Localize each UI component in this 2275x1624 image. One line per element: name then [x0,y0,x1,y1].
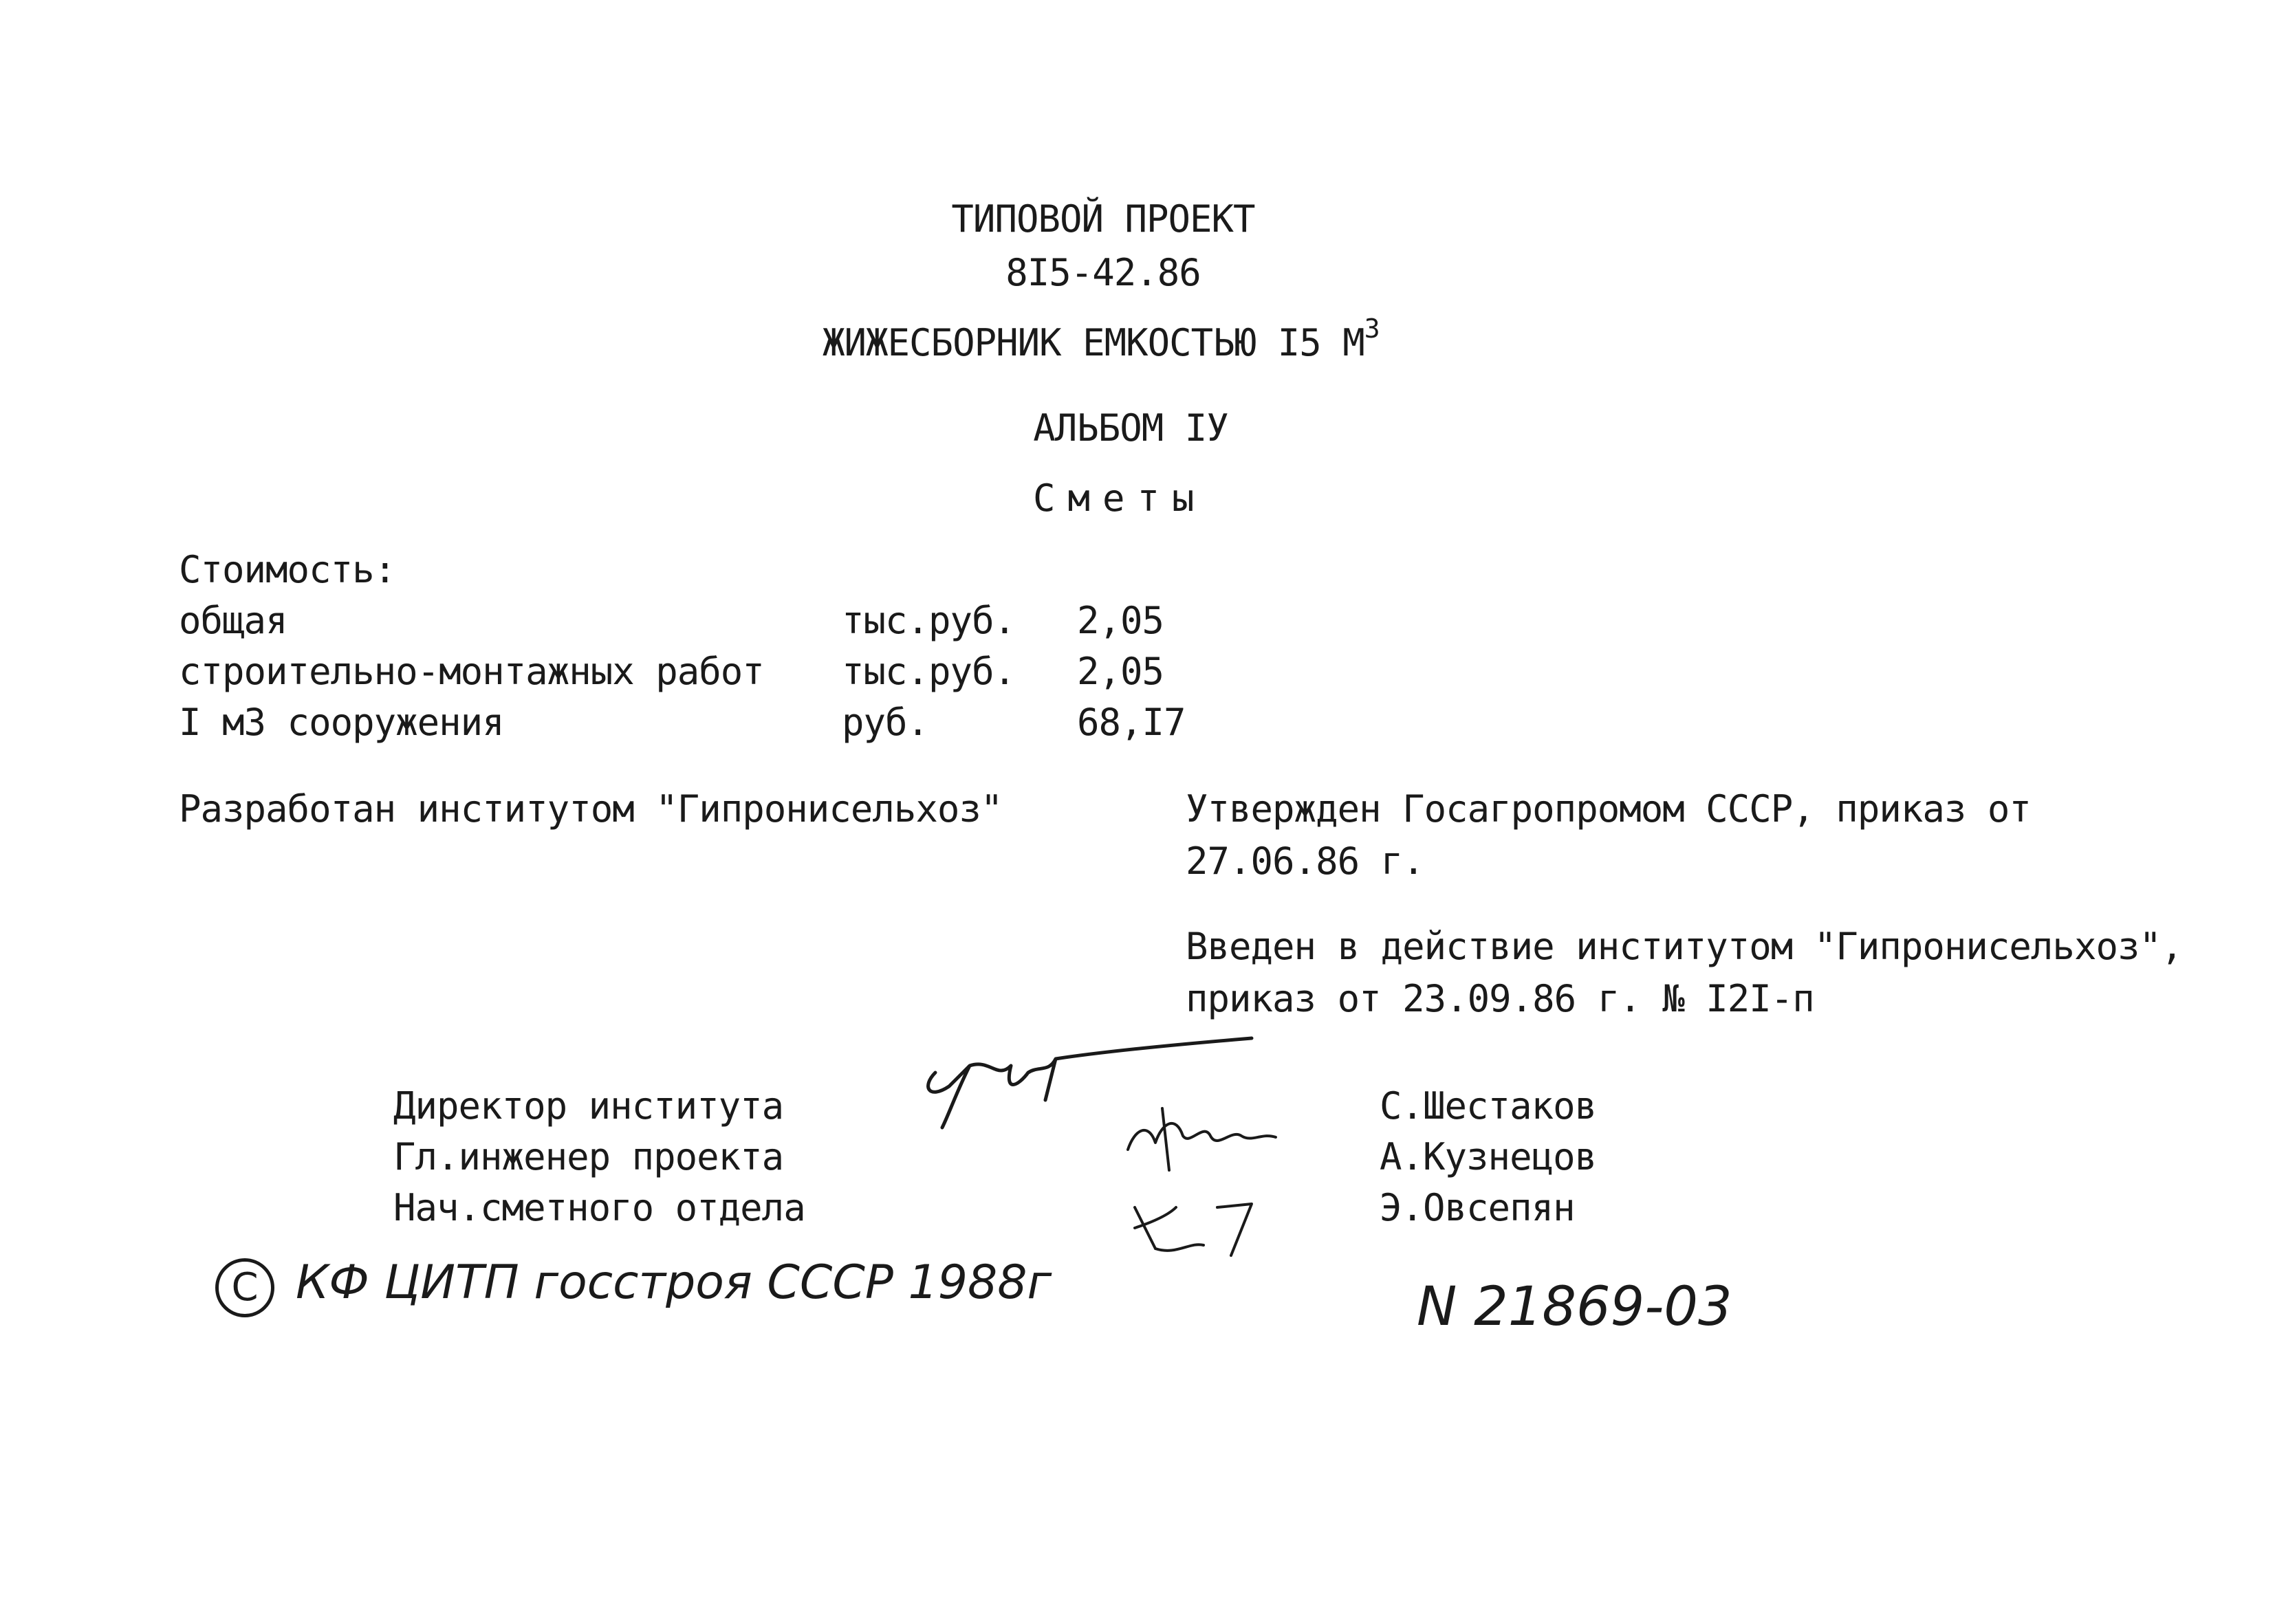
name-estimate-head: Э.Овсепян [1380,1186,1575,1229]
subject-superscript: 3 [1364,314,1380,344]
enactment-line-1: Введен в действие институтом "Гипронисельхоз", [1186,925,2183,968]
copyright-note: КФ ЦИТП госстроя СССР 1988г [296,1255,1052,1310]
cost-value-total: 2,05 [1077,599,1164,642]
subject-text: ЖИЖЕСБОРНИК ЕМКОСТЬЮ I5 М [823,321,1364,364]
role-estimate-head: Нач.сметного отдела [393,1186,805,1229]
cost-heading: Стоимость: [179,548,396,591]
cost-unit-per-m3: руб. [842,701,929,744]
cost-unit-total: тыс.руб. [842,599,1016,642]
approval-line-1: Утвержден Госагропромом СССР, приказ от [1186,787,2031,831]
copyright-symbol: С [215,1258,274,1317]
project-subject [823,314,1380,364]
developed-by: Разработан институтом "Гипронисельхоз" [179,787,1003,831]
project-code: 8I5-42.86 [1005,251,1201,294]
signature-estimate-head [1114,1180,1272,1269]
enactment-line-2: приказ от 23.09.86 г. № I2I-п [1186,977,1814,1020]
album-number: АЛЬБОМ IУ [1033,406,1228,450]
approval-line-2: 27.06.86 г. [1186,840,1424,883]
section-title: Сметы [1033,476,1207,520]
cost-unit-construction: тыс.руб. [842,650,1016,693]
role-director: Директор института [393,1084,784,1128]
signature-chief-engineer [1114,1095,1286,1177]
cost-label-total: общая [179,599,287,642]
name-director: С.Шестаков [1380,1084,1597,1128]
name-chief-engineer: А.Кузнецов [1380,1135,1597,1178]
cost-value-per-m3: 68,I7 [1077,701,1186,744]
registration-number: N 21869-03 [1417,1276,1732,1338]
role-chief-engineer: Гл.инженер проекта [393,1135,784,1178]
doc-title: ТИПОВОЙ ПРОЕКТ [951,197,1255,241]
cost-value-construction: 2,05 [1077,650,1164,693]
cost-label-per-m3: I м3 сооружения [179,701,504,744]
cost-label-construction: строительно-монтажных работ [179,650,764,693]
